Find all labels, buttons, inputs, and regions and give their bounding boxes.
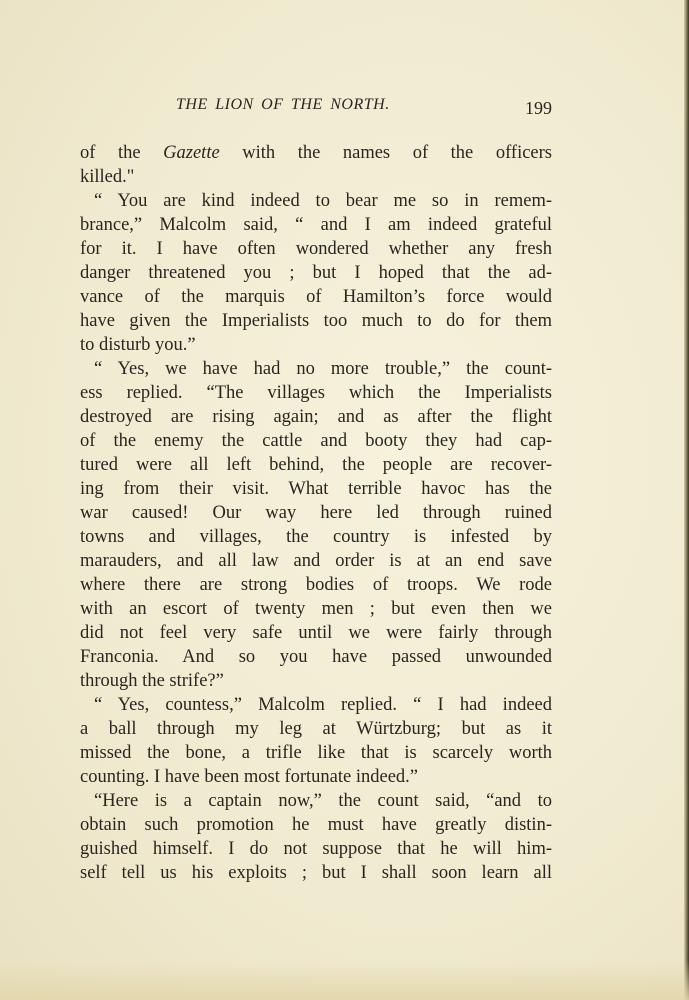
text-line: obtain such promotion he must have greatly distin- <box>80 815 552 835</box>
text-line: ess replied. “The villages which the Imperialists <box>80 383 552 403</box>
text-line: to disturb you.” <box>80 335 196 355</box>
text-line: brance,” Malcolm said, “ and I am indeed grateful <box>80 215 552 235</box>
text-fragment: of the <box>80 143 164 163</box>
page-number: 199 <box>525 98 552 118</box>
text-line: “ Yes, we have had no more trouble,” the count- <box>94 359 552 379</box>
running-title: THE LION OF THE NORTH. <box>176 96 390 113</box>
text-line: danger threatened you ; but I hoped that the ad- <box>80 263 552 283</box>
text-line <box>80 141 552 165</box>
text-line: where there are strong bodies of troops. We rode <box>80 575 552 595</box>
text-line: “ Yes, countess,” Malcolm replied. “ I had indeed <box>94 695 552 715</box>
page-bottom-tint <box>0 960 689 1000</box>
page-edge-shadow <box>684 0 689 1000</box>
text-line: have given the Imperialists too much to do for them <box>80 311 552 331</box>
text-line: “Here is a captain now,” the count said, “and to <box>94 791 552 811</box>
text-line: did not feel very safe until we were fairly through <box>80 623 552 643</box>
text-line: a ball through my leg at Würtzburg; but as it <box>80 719 552 739</box>
text-line: self tell us his exploits ; but I shall soon learn all <box>80 863 552 883</box>
text-line: of the enemy the cattle and booty they had cap- <box>80 431 552 451</box>
text-line: counting. I have been most fortunate indeed.” <box>80 767 419 787</box>
text-line: war caused! Our way here led through ruined <box>80 503 552 523</box>
text-line: destroyed are rising again; and as after the flight <box>80 407 552 427</box>
text-line: missed the bone, a trifle like that is scarcely worth <box>80 743 552 763</box>
text-fragment: with the names of the officers <box>219 143 552 163</box>
page-header <box>80 96 552 122</box>
body-text <box>80 141 552 885</box>
text-line: Franconia. And so you have passed unwounded <box>80 647 552 667</box>
text-line: vance of the marquis of Hamilton’s force would <box>80 287 552 307</box>
text-line: tured were all left behind, the people are recover- <box>80 455 552 475</box>
text-line: towns and villages, the country is infested by <box>80 527 552 547</box>
text-line: marauders, and all law and order is at an end save <box>80 551 552 571</box>
text-line: killed." <box>80 167 135 187</box>
text-line: with an escort of twenty men ; but even then we <box>80 599 552 619</box>
text-line: ing from their visit. What terrible havoc has the <box>80 479 552 499</box>
text-line: guished himself. I do not suppose that he will him- <box>80 839 552 859</box>
text-line: “ You are kind indeed to bear me so in remem- <box>94 191 552 211</box>
text-line: through the strife?” <box>80 671 224 691</box>
text-line: for it. I have often wondered whether any fresh <box>80 239 552 259</box>
gazette-italic: Gazette <box>163 143 220 163</box>
